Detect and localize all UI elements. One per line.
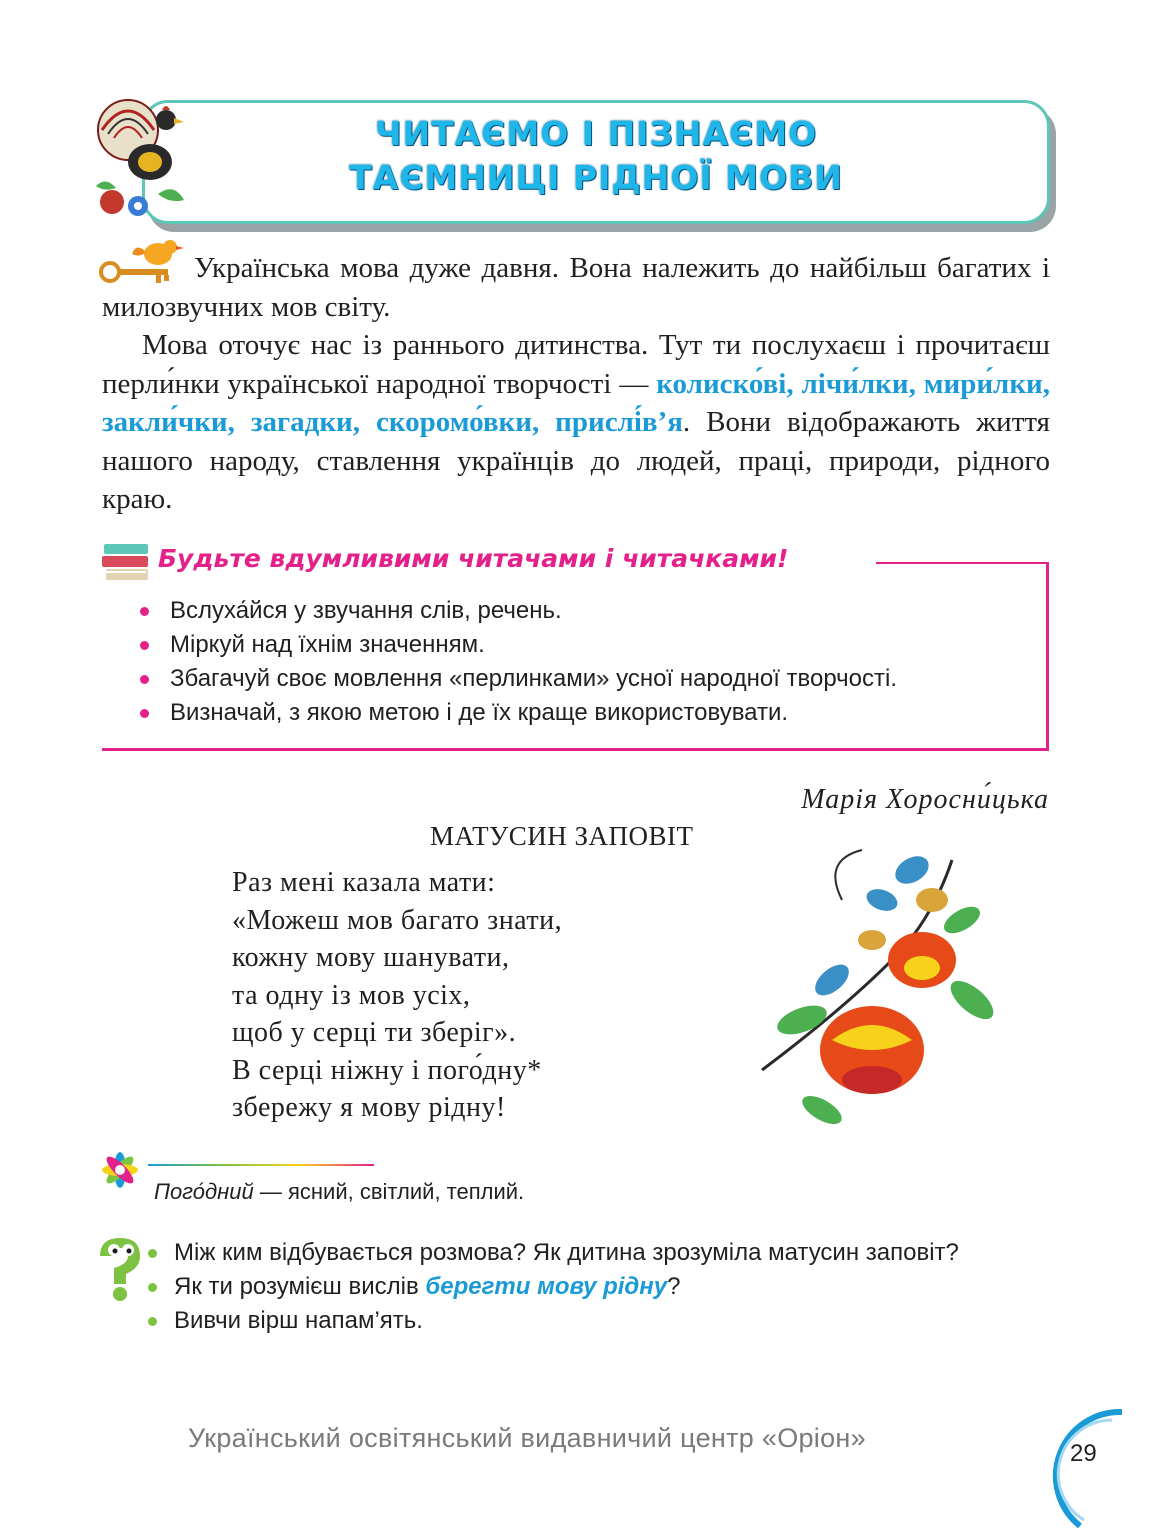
- tips-frame-top-line: [876, 562, 1046, 564]
- page-number: 29: [1070, 1440, 1097, 1467]
- rooster-icon: [88, 90, 206, 230]
- list-item: [146, 1270, 1050, 1304]
- section-title-line2: ТАЄМНИЦІ РІДНОЇ МОВИ: [349, 158, 843, 197]
- intro-paragraph-2-end: . Вони відображають життя нашого народу, ставлення українців до людей, праці, природи, рідного краю.: [102, 406, 1050, 515]
- glossary-definition: — ясний, світлий, теплий.: [253, 1179, 525, 1204]
- glossary-term: Пого́дний: [154, 1179, 254, 1204]
- intro-paragraph-2-start: Мова оточує нас із раннього дитинства. Тут ти послухаєш і прочитаєш перли́нки української народної творчості —: [102, 329, 1050, 400]
- glossary-note: [154, 1179, 524, 1205]
- question-icon: [92, 1236, 148, 1304]
- poem-author: Марія Хоросни́цька: [801, 784, 1049, 815]
- list-item: Збагачуй своє мовлення «перлинками» усної народної творчості.: [138, 662, 897, 696]
- star-icon: [96, 1146, 148, 1194]
- rainbow-divider: [148, 1164, 374, 1166]
- page-number-arc: [1040, 1408, 1162, 1530]
- tips-title: Будьте вдумливими читачами і читачками!: [158, 544, 789, 573]
- intro-paragraph-2: [102, 326, 1050, 519]
- list-item: Визначай, з якою метою і де їх краще використовувати.: [138, 696, 897, 730]
- section-title: [142, 112, 1050, 200]
- question-2-end: ?: [667, 1273, 681, 1300]
- intro-text: [102, 249, 1050, 519]
- intro-paragraph-1: Українська мова дуже давня. Вона належить до найбільш багатих і милозвучних мов світу.: [102, 252, 1050, 323]
- tips-list: [138, 594, 897, 730]
- poem-line: та одну із мов усіх,: [232, 979, 471, 1011]
- poem-line: збережу я мову рідну!: [232, 1092, 506, 1123]
- poem-title: МАТУСИН ЗАПОВІТ: [430, 821, 694, 851]
- list-item: Міркуй над їхнім значенням.: [138, 628, 897, 662]
- flowers-icon: [722, 840, 1052, 1170]
- poem-body: [232, 864, 562, 1127]
- publisher-footer: Український освітянський видавничий центр «Оріон»: [188, 1423, 866, 1453]
- section-title-line1: ЧИТАЄМО І ПІЗНАЄМО: [374, 114, 818, 153]
- books-icon: [100, 540, 150, 584]
- poem-line: Раз мені казала мати:: [232, 867, 496, 898]
- question-2-start: Як ти розумієш вислів: [174, 1273, 426, 1300]
- poem-line: щоб у серці ти зберіг».: [232, 1017, 517, 1048]
- list-item: Між ким відбувається розмова? Як дитина зрозуміла матусин заповіт?: [146, 1236, 1050, 1270]
- question-2-term: берегти мову рідну: [425, 1273, 668, 1300]
- folklore-genres: колиско́ві, лічи́лки, мири́лки, закли́чки, загадки, скоромо́вки, прислі́в’я: [102, 367, 1050, 438]
- poem-line: «Можеш мов багато знати,: [232, 904, 563, 936]
- list-item: Вслуха́йся у звучання слів, речень.: [138, 594, 897, 628]
- questions-list: [146, 1236, 1050, 1338]
- poem-line: кожну мову шанувати,: [232, 942, 510, 973]
- list-item: Вивчи вірш напам’ять.: [146, 1304, 1050, 1338]
- poem-line: В серці ніжну і пого́дну*: [232, 1054, 542, 1086]
